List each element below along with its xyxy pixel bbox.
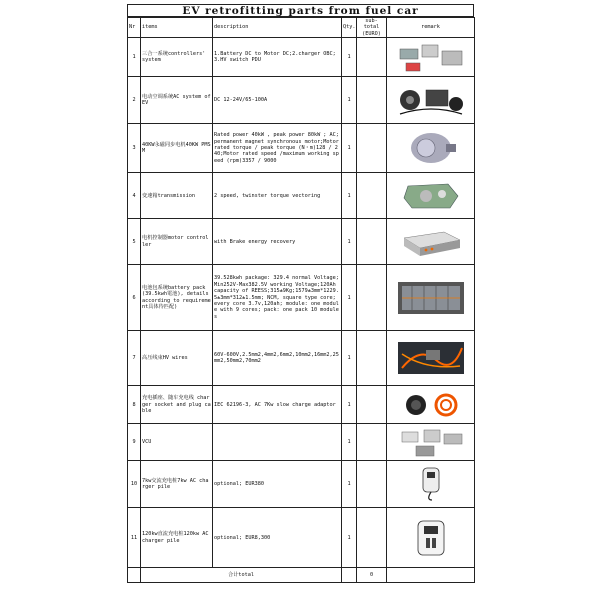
dc-charger-pile-photo: [396, 520, 466, 556]
row-number: 5: [128, 219, 141, 265]
sheet-title: EV retrofitting parts from fuel car: [127, 4, 474, 17]
row-qty: 1: [342, 331, 357, 386]
row-remark: [387, 38, 475, 77]
row-number: 8: [128, 386, 141, 424]
hv-wires-photo: [396, 340, 466, 376]
row-remark: [387, 331, 475, 386]
row-description: 60V-600V,2.5mm2,4mm2,6mm2,10mm2,16mm2,25mm2,50mm2,70mm2: [213, 331, 342, 386]
charger-socket-photo: [396, 387, 466, 423]
row-qty: 1: [342, 424, 357, 461]
motor-controller-photo: [396, 224, 466, 260]
parts-table: [127, 17, 475, 583]
row-item: 变速箱transmission: [141, 173, 213, 219]
row-description: DC 12-24V/65-100A: [213, 77, 342, 124]
spreadsheet: [127, 4, 474, 583]
row-item: 充电插座、随车充电线 charger socket and plug cable: [141, 386, 213, 424]
row-description: [213, 424, 342, 461]
table-row: [128, 508, 475, 568]
table-row: [128, 124, 475, 173]
row-qty: 1: [342, 386, 357, 424]
row-remark: [387, 265, 475, 331]
row-item: 高压线束HV wires: [141, 331, 213, 386]
row-remark: [387, 77, 475, 124]
row-subtotal: [357, 173, 387, 219]
row-description: with Brake energy recovery: [213, 219, 342, 265]
row-remark: [387, 461, 475, 508]
row-description: 1.Battery DC to Motor DC;2.charger OBC; 3.HV switch PDU: [213, 38, 342, 77]
row-subtotal: [357, 77, 387, 124]
row-qty: 1: [342, 508, 357, 568]
row-item: 电动空调系统AC system of EV: [141, 77, 213, 124]
row-number: 4: [128, 173, 141, 219]
total-row: [128, 568, 475, 583]
table-row: [128, 265, 475, 331]
row-number: 6: [128, 265, 141, 331]
row-item: 40KW永磁同步电机40KW PMSM: [141, 124, 213, 173]
total-value: 0: [357, 568, 387, 583]
row-qty: 1: [342, 38, 357, 77]
transmission-photo: [396, 178, 466, 214]
table-row: [128, 386, 475, 424]
row-number: 11: [128, 508, 141, 568]
row-subtotal: [357, 265, 387, 331]
table-row: [128, 461, 475, 508]
row-subtotal: [357, 461, 387, 508]
row-item: 三合一系统controllers' system: [141, 38, 213, 77]
table-row: [128, 173, 475, 219]
row-number: 9: [128, 424, 141, 461]
row-subtotal: [357, 38, 387, 77]
row-item: 电机控制器motor controller: [141, 219, 213, 265]
row-number: 10: [128, 461, 141, 508]
row-remark: [387, 219, 475, 265]
vcu-photo: [396, 424, 466, 460]
row-subtotal: [357, 508, 387, 568]
table-row: [128, 424, 475, 461]
row-subtotal: [357, 424, 387, 461]
row-subtotal: [357, 124, 387, 173]
row-description: Rated power 40kW , peak power 80kW ; AC; permanent magnet synchronous motor;Motor rated torque / peak torque (N・m)128 / 240;Motor rated speed /maximum working speed (rpm)3357 / 9000: [213, 124, 342, 173]
row-description: optional; EUR380: [213, 461, 342, 508]
header-qty: Qty.: [342, 18, 357, 38]
row-description: 39.528kwh package: 329.4 normal Voltage;Min252V-Max382.5V working Voltage;120Ah capacity of REESS;315±9Kg;1579±3mm*1229.5±3mm*312±1.5mm; NCM, square type core; every core 3.7v,120ah; module: one module with 9 cores; pack: one pack 10 modules: [213, 265, 342, 331]
header-description: description: [213, 18, 342, 38]
row-subtotal: [357, 386, 387, 424]
battery-pack-photo: [396, 280, 466, 316]
header-row: [128, 18, 475, 38]
row-item: VCU: [141, 424, 213, 461]
table-row: [128, 331, 475, 386]
row-remark: [387, 386, 475, 424]
row-description: IEC 62196-3, AC 7Kw slow charge adaptor: [213, 386, 342, 424]
row-subtotal: [357, 331, 387, 386]
row-number: 1: [128, 38, 141, 77]
header-no: Nr: [128, 18, 141, 38]
row-number: 3: [128, 124, 141, 173]
controller-assembly-photo: [396, 39, 466, 75]
row-subtotal: [357, 219, 387, 265]
row-remark: [387, 173, 475, 219]
row-qty: 1: [342, 219, 357, 265]
row-number: 2: [128, 77, 141, 124]
header-items: items: [141, 18, 213, 38]
row-remark: [387, 124, 475, 173]
row-remark: [387, 508, 475, 568]
table-row: [128, 38, 475, 77]
header-subtotal: sub-total (EURO): [357, 18, 387, 38]
total-label: 合计total: [141, 568, 342, 583]
row-description: optional; EUR8,300: [213, 508, 342, 568]
ac-charger-pile-photo: [396, 466, 466, 502]
row-qty: 1: [342, 265, 357, 331]
row-item: 电池包系统battery pack (39.5kwh電池), details according to requirement具体待匹配): [141, 265, 213, 331]
motor-photo: [396, 130, 466, 166]
row-number: 7: [128, 331, 141, 386]
row-qty: 1: [342, 461, 357, 508]
row-qty: 1: [342, 124, 357, 173]
header-remark: remark: [387, 18, 475, 38]
row-remark: [387, 424, 475, 461]
row-item: 120kw直流充电桩120kw AC charger pile: [141, 508, 213, 568]
row-description: 2 speed, twinster torque vectoring: [213, 173, 342, 219]
row-item: 7kw交流充电桩7kw AC charger pile: [141, 461, 213, 508]
row-qty: 1: [342, 77, 357, 124]
table-row: [128, 219, 475, 265]
ac-compressor-photo: [396, 82, 466, 118]
table-row: [128, 77, 475, 124]
row-qty: 1: [342, 173, 357, 219]
